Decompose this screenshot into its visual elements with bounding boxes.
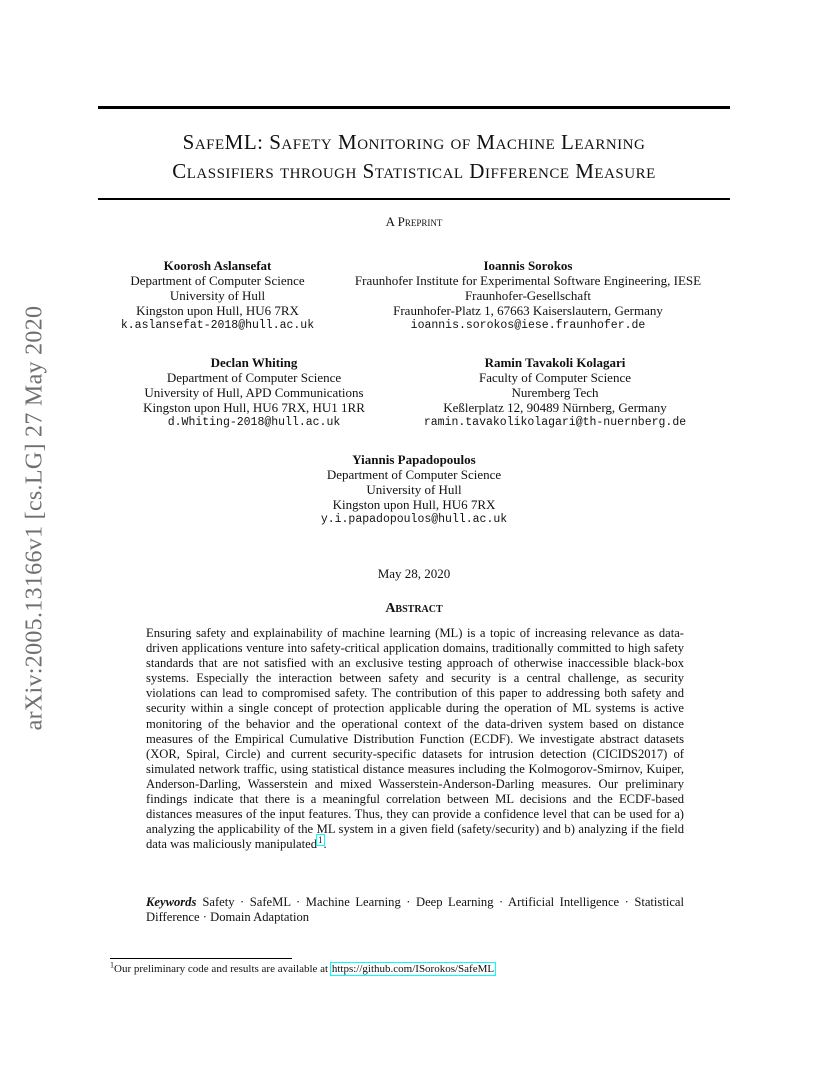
author-email: ioannis.sorokos@iese.fraunhofer.de bbox=[410, 319, 646, 332]
author-affiliation: Nuremberg Tech bbox=[511, 385, 599, 400]
arxiv-sidebar bbox=[20, 278, 50, 758]
author-affiliation: Fraunhofer-Gesellschaft bbox=[464, 288, 592, 303]
title-rule-bottom bbox=[98, 198, 730, 200]
abstract-body: Ensuring safety and explainability of machine learning (ML) is a topic of increasing relevance as data-driven applications venture into safety-critical application domains, traditionally committed to high safety standards that are not satisfied with an exclusive testing approach of otherwise inaccessible black-box systems. Especially the interaction between safety and security is a central challenge, as security violations can lead to compromised safety. The contribution of this paper to addressing both safety and security within a single concept of protection applicable during the operation of ML systems is active monitoring of the behavior and the operational context of the data-driven system based on distance measures of the Empirical Cumulative Distribution Function (ECDF). We investigate abstract datasets (XOR, Spiral, Circle) and current security-specific datasets for intrusion detection (CICIDS2017) of simulated network traffic, using statistical distance measures including the Kolmogorov-Smirnov, Kuiper, Anderson-Darling, Wasserstein and mixed Wasserstein-Anderson-Darling measures. Our preliminary findings indicate that there is a meaningful correlation between ML decisions and the ECDF-based distances measures of the input features. Thus, they can provide a confidence level that can be used for a) analyzing the applicability of the ML system in a given field (safety/security) and b) analyzing if the field data was maliciously manipulated$^1$. bbox=[146, 626, 684, 852]
arxiv-identifier: arXiv:2005.13166v1 [cs.LG] 27 May 2020 bbox=[21, 305, 48, 731]
author-block bbox=[405, 355, 705, 430]
keywords-list: Safety · SafeML · Machine Learning · Deep Learning · Artificial Intelligence · Statistical Difference · Domain Adaptation bbox=[146, 895, 684, 925]
author-address: Kingston upon Hull, HU6 7RX, HU1 1RR bbox=[143, 400, 365, 415]
author-name: Declan Whiting bbox=[210, 355, 298, 370]
author-name: Yiannis Papadopoulos bbox=[352, 452, 476, 467]
author-affiliation: University of Hull bbox=[366, 482, 462, 497]
footnote-rule bbox=[110, 958, 292, 959]
author-affiliation: University of Hull bbox=[169, 288, 266, 303]
author-email: ramin.tavakolikolagari@th-nuernberg.de bbox=[423, 416, 687, 429]
author-email: k.aslansefat-2018@hull.ac.uk bbox=[120, 319, 315, 332]
abstract-text: Ensuring safety and explainability of machine learning (ML) is a topic of increasing relevance as data-driven applications venture into safety-critical application domains, traditionally committed to high safety standards that are not satisfied with an exclusive testing approach of otherwise inaccessible black-box systems. Especially the interaction between safety and security is a central challenge, as security violations can lead to compromised safety. The contribution of this paper to addressing both safety and security within a single concept of protection applicable during the operation of ML systems is active monitoring of the behavior and the operational context of the data-driven system based on distance measures of the Empirical Cumulative Distribution Function (ECDF). We investigate abstract datasets (XOR, Spiral, Circle) and current security-specific datasets for intrusion detection (CICIDS2017) of simulated network traffic, using statistical distance measures including the Kolmogorov-Smirnov, Kuiper, Anderson-Darling, Wasserstein and mixed Wasserstein-Anderson-Darling measures. Our preliminary findings indicate that there is a meaningful correlation between ML decisions and the ECDF-based distances measures of the input features. Thus, they can provide a confidence level that can be used for a) analyzing the applicability of the ML system in a given field (safety/security) and b) analyzing if the field data was maliciously manipulated bbox=[146, 626, 684, 852]
author-block bbox=[130, 355, 378, 430]
paper-title bbox=[98, 128, 730, 186]
keywords bbox=[146, 895, 684, 925]
title-rule-top bbox=[98, 106, 730, 109]
author-block bbox=[110, 258, 325, 333]
footnote-url-link[interactable]: https://github.com/ISorokos/SafeML bbox=[331, 963, 495, 975]
author-address: Kingston upon Hull, HU6 7RX bbox=[332, 497, 496, 512]
author-block bbox=[342, 258, 714, 333]
author-email: d.Whiting-2018@hull.ac.uk bbox=[167, 416, 341, 429]
footnote-text: Our preliminary code and results are available at bbox=[114, 963, 331, 975]
author-affiliation: Department of Computer Science bbox=[130, 273, 305, 288]
publication-date: May 28, 2020 bbox=[377, 566, 451, 581]
footnote bbox=[110, 962, 730, 976]
author-affiliation: Fraunhofer Institute for Experimental Software Engineering, IESE bbox=[354, 273, 702, 288]
author-address: Kingston upon Hull, HU6 7RX bbox=[136, 303, 299, 318]
paper-title-line-2: Classifiers through Statistical Difference Measure bbox=[172, 159, 656, 183]
author-name: Koorosh Aslansefat bbox=[163, 258, 272, 273]
author-address: Keßlerplatz 12, 90489 Nürnberg, Germany bbox=[443, 400, 667, 415]
abstract-heading: Abstract bbox=[385, 601, 443, 616]
keywords-label: Keywords bbox=[146, 895, 197, 909]
author-affiliation: Faculty of Computer Science bbox=[479, 370, 631, 385]
paper-title-line-1: SafeML: Safety Monitoring of Machine Learning bbox=[182, 130, 646, 154]
author-name: Ioannis Sorokos bbox=[483, 258, 573, 273]
author-affiliation: Department of Computer Science bbox=[166, 370, 342, 385]
author-block bbox=[300, 452, 528, 527]
footnote-link-marker[interactable]: 1 bbox=[318, 835, 323, 846]
author-email: y.i.papadopoulos@hull.ac.uk bbox=[320, 513, 508, 526]
author-affiliation: Department of Computer Science bbox=[326, 467, 502, 482]
author-name: Ramin Tavakoli Kolagari bbox=[484, 355, 626, 370]
author-affiliation: University of Hull, APD Communications bbox=[144, 385, 364, 400]
preprint-label: A Preprint bbox=[385, 214, 443, 229]
footnote-number: 1 bbox=[110, 960, 114, 970]
author-address: Fraunhofer-Platz 1, 67663 Kaiserslautern, Germany bbox=[393, 303, 663, 318]
